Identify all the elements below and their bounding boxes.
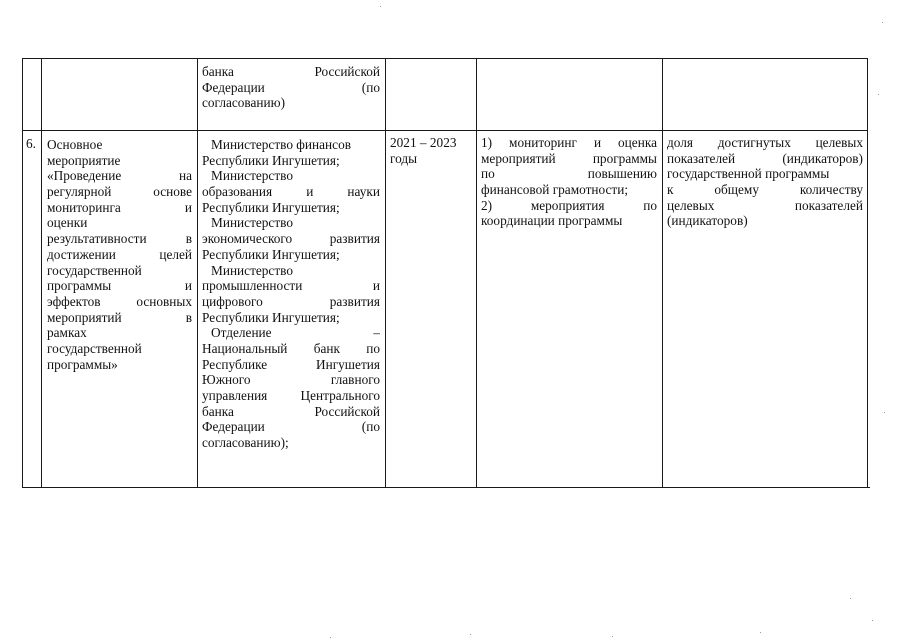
text-line: [202, 357, 380, 373]
text-line: [202, 80, 380, 96]
col-line-0: [22, 58, 23, 488]
table-top-border: [22, 58, 868, 59]
text-line: [667, 198, 863, 214]
word: 2): [481, 197, 493, 213]
text-line: [202, 231, 380, 247]
col-line-2: [197, 58, 198, 488]
word: Отделение: [211, 325, 272, 341]
word: развития: [329, 293, 380, 309]
word: Центрального: [300, 388, 380, 403]
col-line-6: [867, 58, 868, 488]
row6-number: 6.: [26, 136, 36, 151]
text-line: [202, 325, 380, 341]
word: основе: [153, 184, 192, 200]
word: Федерации: [202, 79, 265, 95]
row6-col5-results: [481, 135, 657, 229]
word: в: [185, 309, 192, 325]
text-line: Республики Ингушетия;: [202, 152, 340, 168]
text-line: согласованию): [202, 95, 286, 111]
text-line: [47, 294, 192, 310]
text-line: [202, 184, 380, 200]
text-line: [481, 198, 657, 214]
text-line: координации программы: [481, 213, 623, 229]
word: достигнутых: [717, 135, 791, 150]
word: Национальный: [202, 340, 288, 356]
word: банк: [313, 340, 340, 356]
word: в: [185, 231, 192, 247]
text-line: Республики Ингушетия;: [202, 309, 340, 325]
word: и: [184, 278, 192, 294]
word: управления: [202, 388, 268, 403]
word: целей: [159, 246, 192, 262]
word: мероприятий: [481, 150, 556, 166]
row-separator: [22, 130, 868, 131]
word: –: [373, 325, 380, 341]
word: развития: [329, 231, 380, 247]
scan-speck: [330, 637, 331, 638]
word: мероприятия: [530, 197, 605, 213]
scan-speck: [882, 22, 883, 23]
word: Российской: [314, 403, 380, 419]
text-line: [481, 151, 657, 167]
text-line: [47, 310, 192, 326]
word: (индикаторов): [782, 150, 863, 166]
table-bottom-border: [22, 487, 870, 488]
text-line: (индикаторов): [667, 213, 748, 229]
word: эффектов: [47, 293, 101, 309]
word: Российской: [314, 64, 380, 79]
text-line: Министерство: [211, 262, 293, 278]
word: «Проведение: [47, 168, 122, 184]
text-line: государственной: [47, 340, 142, 356]
text-line: [47, 184, 192, 200]
word: образования: [202, 184, 273, 200]
text-line: [47, 200, 192, 216]
word: цифрового: [202, 293, 263, 309]
text-line: [202, 341, 380, 357]
word: промышленности: [202, 278, 303, 294]
word: 1): [481, 135, 493, 150]
word: (по: [361, 419, 380, 435]
word: по: [643, 197, 657, 213]
word: науки: [347, 184, 380, 200]
word: по: [366, 340, 380, 356]
text-line: [202, 294, 380, 310]
text-line: годы: [390, 150, 418, 166]
scan-speck: [470, 634, 471, 635]
row6-col3-executors: [202, 137, 380, 451]
word: достижении: [47, 246, 116, 262]
scan-speck: [850, 598, 851, 599]
word: показателей: [667, 150, 736, 166]
text-line: [202, 388, 380, 404]
col-line-1: [41, 58, 42, 488]
text-line: Основное: [47, 137, 103, 152]
scan-speck: [884, 412, 885, 413]
word: целевых: [667, 197, 715, 213]
text-line: [47, 278, 192, 294]
word: главного: [330, 372, 380, 388]
word: банка: [202, 403, 234, 419]
row6-col4-period: [390, 135, 474, 166]
word: количеству: [799, 182, 863, 198]
word: основных: [136, 293, 192, 309]
text-line: [667, 135, 863, 151]
word: Ингушетия: [315, 356, 380, 372]
text-line: [202, 278, 380, 294]
scan-speck: [878, 94, 879, 95]
text-line: [481, 166, 657, 182]
text-line: Министерство: [211, 215, 293, 231]
word: мониторинга: [47, 199, 121, 215]
text-line: Министерство: [211, 168, 293, 184]
word: к: [667, 182, 674, 198]
col-line-4: [476, 58, 477, 488]
word: Южного: [202, 372, 251, 388]
word: программы: [47, 278, 112, 294]
word: (по: [361, 79, 380, 95]
word: повышению: [587, 166, 657, 182]
text-line: мероприятие: [47, 152, 121, 168]
scan-speck: [612, 636, 613, 637]
text-line: [47, 247, 192, 263]
text-line: [47, 231, 192, 247]
word: мероприятий: [47, 309, 122, 325]
text-line: [481, 135, 657, 151]
row6-col2-event-name: [47, 137, 192, 372]
text-line: оценки: [47, 215, 88, 231]
word: доля: [667, 135, 693, 150]
word: и: [184, 199, 192, 215]
text-line: рамках: [47, 325, 87, 341]
word: и: [372, 278, 380, 294]
scan-speck: [380, 6, 381, 7]
word: регулярной: [47, 184, 112, 200]
text-line: государственной программы: [667, 166, 830, 182]
row6-col6-indicators: [667, 135, 863, 229]
text-line: согласованию);: [202, 435, 289, 451]
text-line: 2021 – 2023: [390, 135, 457, 150]
col-line-5: [662, 58, 663, 488]
text-line: [202, 404, 380, 420]
text-line: Министерство финансов: [211, 137, 352, 152]
scan-speck: [872, 620, 873, 621]
text-line: финансовой грамотности;: [481, 182, 629, 198]
word: и: [306, 184, 314, 200]
text-line: государственной: [47, 262, 142, 278]
word: результативности: [47, 231, 147, 247]
word: общему: [714, 182, 759, 198]
text-line: [667, 182, 863, 198]
scan-speck: [760, 632, 761, 633]
word: программы: [592, 150, 657, 166]
word: экономического: [202, 231, 293, 247]
word: Республике: [202, 356, 268, 372]
word: показателей: [794, 197, 863, 213]
word: и: [593, 135, 602, 150]
word: на: [178, 168, 192, 184]
word: оценка: [618, 135, 657, 150]
word: мониторинг: [509, 135, 577, 150]
word: по: [481, 166, 495, 182]
word: Федерации: [202, 419, 265, 435]
text-line: программы»: [47, 356, 118, 372]
top-row-col3-text: [202, 64, 380, 111]
text-line: [202, 372, 380, 388]
text-line: [202, 419, 380, 435]
col-line-3: [385, 58, 386, 488]
word: целевых: [815, 135, 863, 150]
text-line: Республики Ингушетия;: [202, 246, 340, 262]
text-line: [47, 168, 192, 184]
word: банка: [202, 64, 234, 79]
text-line: [202, 64, 380, 80]
text-line: Республики Ингушетия;: [202, 199, 340, 215]
text-line: [667, 151, 863, 167]
